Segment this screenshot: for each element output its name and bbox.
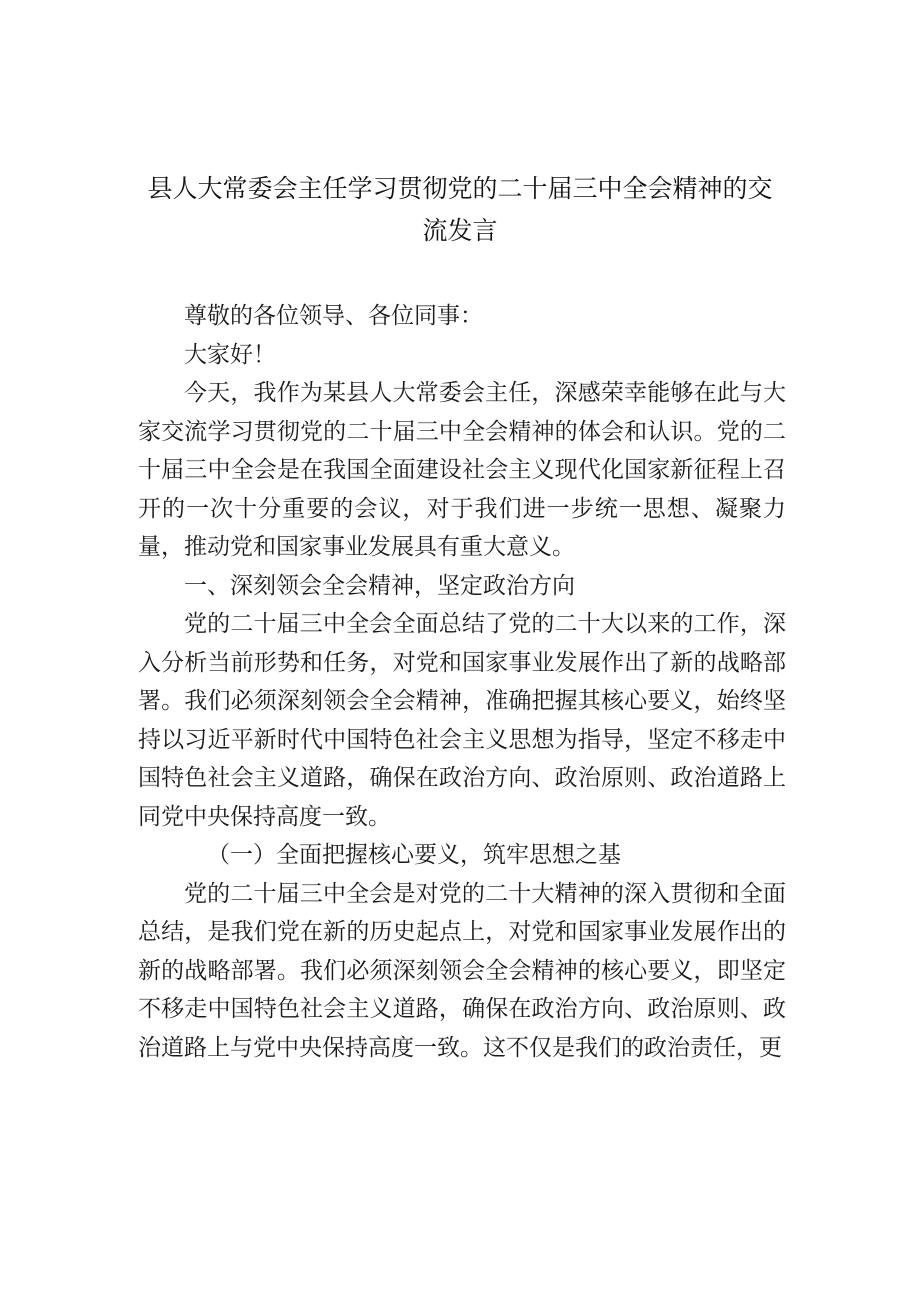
section-heading-1: 一、深刻领会全会精神，坚定政治方向 (184, 572, 575, 599)
document-body (138, 297, 786, 1067)
greeting: 大家好！ (184, 341, 276, 368)
salutation: 尊敬的各位领导、各位同事： (184, 303, 483, 329)
subsection-paragraph-1: 党的二十届三中全会是对党的二十大精神的深入贯彻和全面总结，是我们党在新的历史起点上，对党和国家事业发展作出的新的战略部署。我们必须深刻领会全会精神的核心要义，即坚定不移走中国特色社会主义道路，确保在政治方向、政治原则、政治道路上与党中央保持高度一致。这不仅是我们的政治责任，更 (138, 880, 786, 1061)
section-paragraph-1: 党的二十届三中全会全面总结了党的二十大以来的工作，深入分析当前形势和任务，对党和国家事业发展作出了新的战略部署。我们必须深刻领会全会精神，准确把握其核心要义，始终坚持以习近平新时代中国特色社会主义思想为指导，坚定不移走中国特色社会主义道路，确保在政治方向、政治原则、政治道路上同党中央保持高度一致。 (138, 611, 786, 830)
intro-paragraph: 今天，我作为某县人大常委会主任，深感荣幸能够在此与大家交流学习贯彻党的二十届三中全会精神的体会和认识。党的二十届三中全会是在我国全面建设社会主义现代化国家新征程上召开的一次十分重要的会议，对于我们进一步统一思想、凝聚力量，推动党和国家事业发展具有重大意义。 (138, 380, 786, 560)
subsection-heading-1: （一）全面把握核心要义，筑牢思想之基 (207, 842, 621, 868)
document-title: 县人大常委会主任学习贯彻党的二十届三中全会精神的交流发言 (147, 174, 773, 245)
